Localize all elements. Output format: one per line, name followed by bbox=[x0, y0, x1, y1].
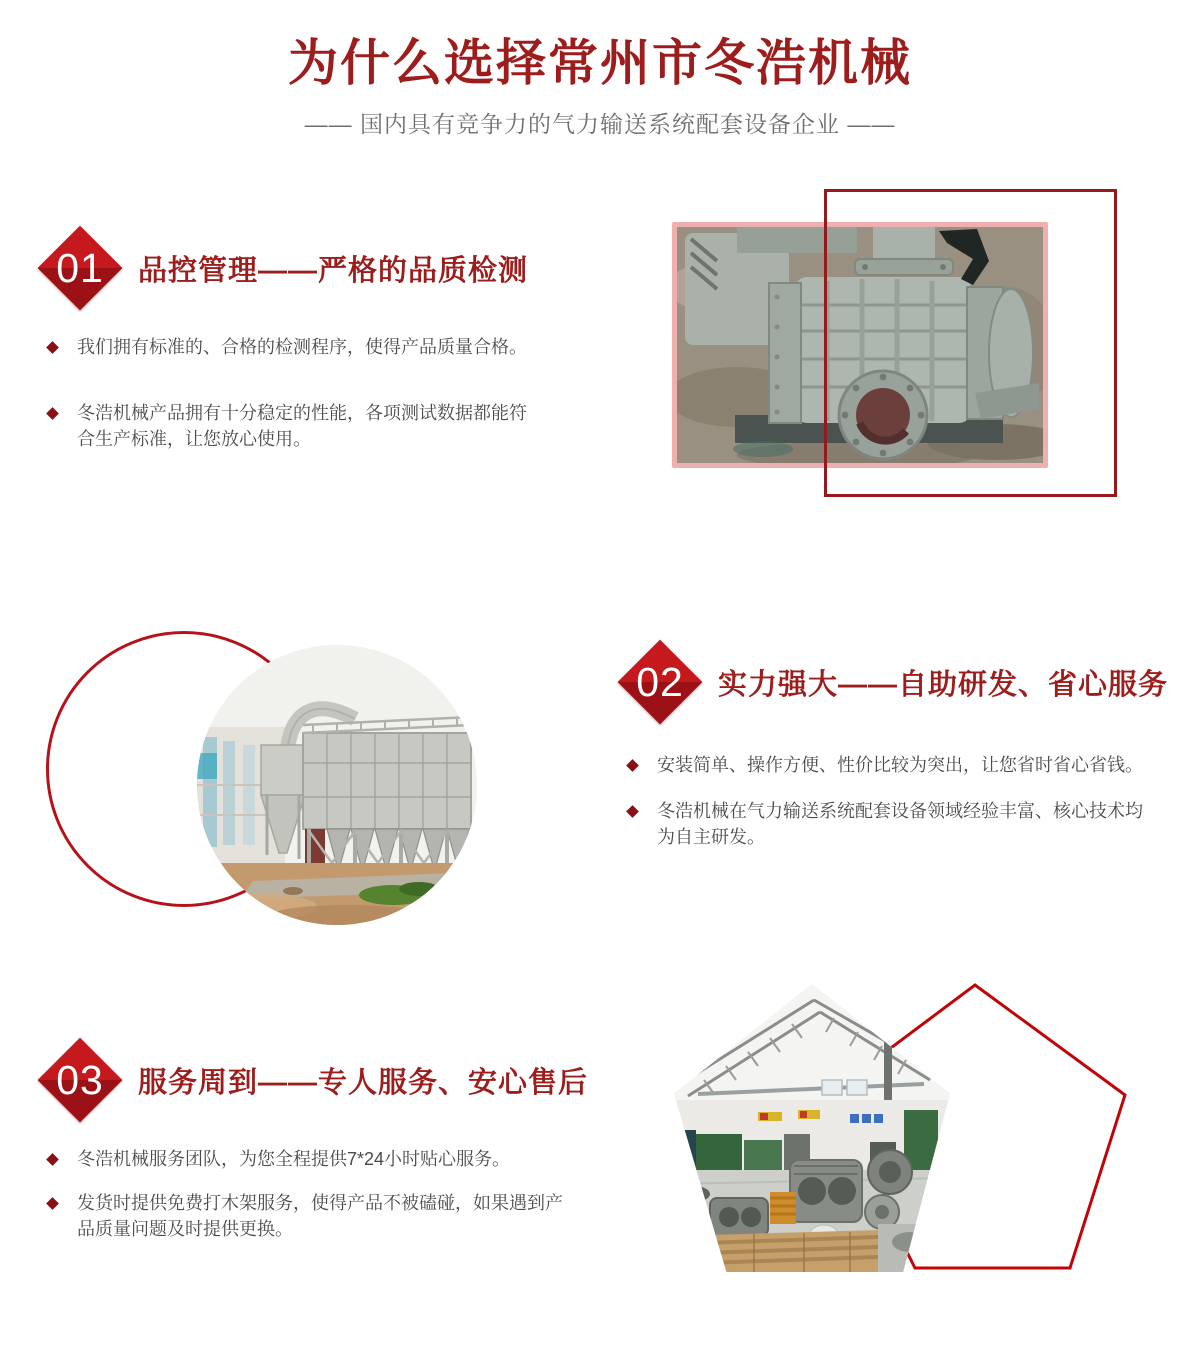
dust-collector-illustration bbox=[197, 645, 477, 925]
page-subtitle: —— 国内具有竞争力的气力输送系统配套设备企业 —— bbox=[304, 111, 896, 137]
bullet-text: 发货时提供免费打木架服务，使得产品不被磕碰，如果遇到产品质量问题及时提供更换。 bbox=[77, 1193, 563, 1239]
red-rect-outline bbox=[824, 189, 1117, 497]
bullet-text: 我们拥有标准的、合格的检测程序，使得产品质量合格。 bbox=[77, 337, 527, 357]
section-number: 02 bbox=[636, 659, 684, 705]
section-03-header bbox=[38, 1038, 588, 1122]
diamond-bullet-icon bbox=[46, 1197, 59, 1210]
section-01-badge bbox=[38, 226, 122, 310]
diamond-bullet-icon bbox=[46, 407, 59, 420]
bullet-text: 安装简单、操作方便、性价比较为突出，让您省时省心省钱。 bbox=[657, 755, 1143, 775]
section-01-bullets bbox=[48, 334, 535, 492]
diamond-bullet-icon bbox=[626, 805, 639, 818]
section-number: 03 bbox=[56, 1057, 104, 1103]
list-item bbox=[48, 1146, 572, 1172]
diamond-bullet-icon bbox=[626, 759, 639, 772]
section-01-header bbox=[38, 226, 528, 310]
page-title: 为什么选择常州市冬浩机械 bbox=[288, 35, 912, 91]
section-03-heading: 服务周到——专人服务、安心售后 bbox=[138, 1066, 589, 1099]
bullet-text: 冬浩机械产品拥有十分稳定的性能，各项测试数据都能符合生产标准，让您放心使用。 bbox=[77, 403, 527, 449]
diamond-bullet-icon bbox=[46, 1153, 59, 1166]
bullet-text: 冬浩机械服务团队，为您全程提供7*24小时贴心服务。 bbox=[77, 1149, 511, 1169]
section-02-bullets bbox=[628, 752, 1152, 870]
list-item bbox=[48, 334, 535, 360]
list-item bbox=[628, 752, 1152, 778]
diamond-bullet-icon bbox=[46, 341, 59, 354]
section-number: 01 bbox=[56, 245, 104, 291]
section-03-badge bbox=[38, 1038, 122, 1122]
list-item bbox=[48, 400, 535, 452]
bullet-text: 冬浩机械在气力输送系统配套设备领域经验丰富、核心技术均为自主研发。 bbox=[657, 801, 1143, 847]
list-item bbox=[628, 798, 1152, 850]
section-02-heading: 实力强大——自助研发、省心服务 bbox=[718, 668, 1169, 701]
section-01-heading: 品控管理——严格的品质检测 bbox=[138, 254, 529, 287]
list-item bbox=[48, 1190, 572, 1242]
section-02-badge bbox=[618, 640, 702, 724]
section-03-bullets bbox=[48, 1146, 572, 1260]
section-02-header bbox=[618, 640, 1168, 724]
dust-collector-photo bbox=[197, 645, 477, 925]
